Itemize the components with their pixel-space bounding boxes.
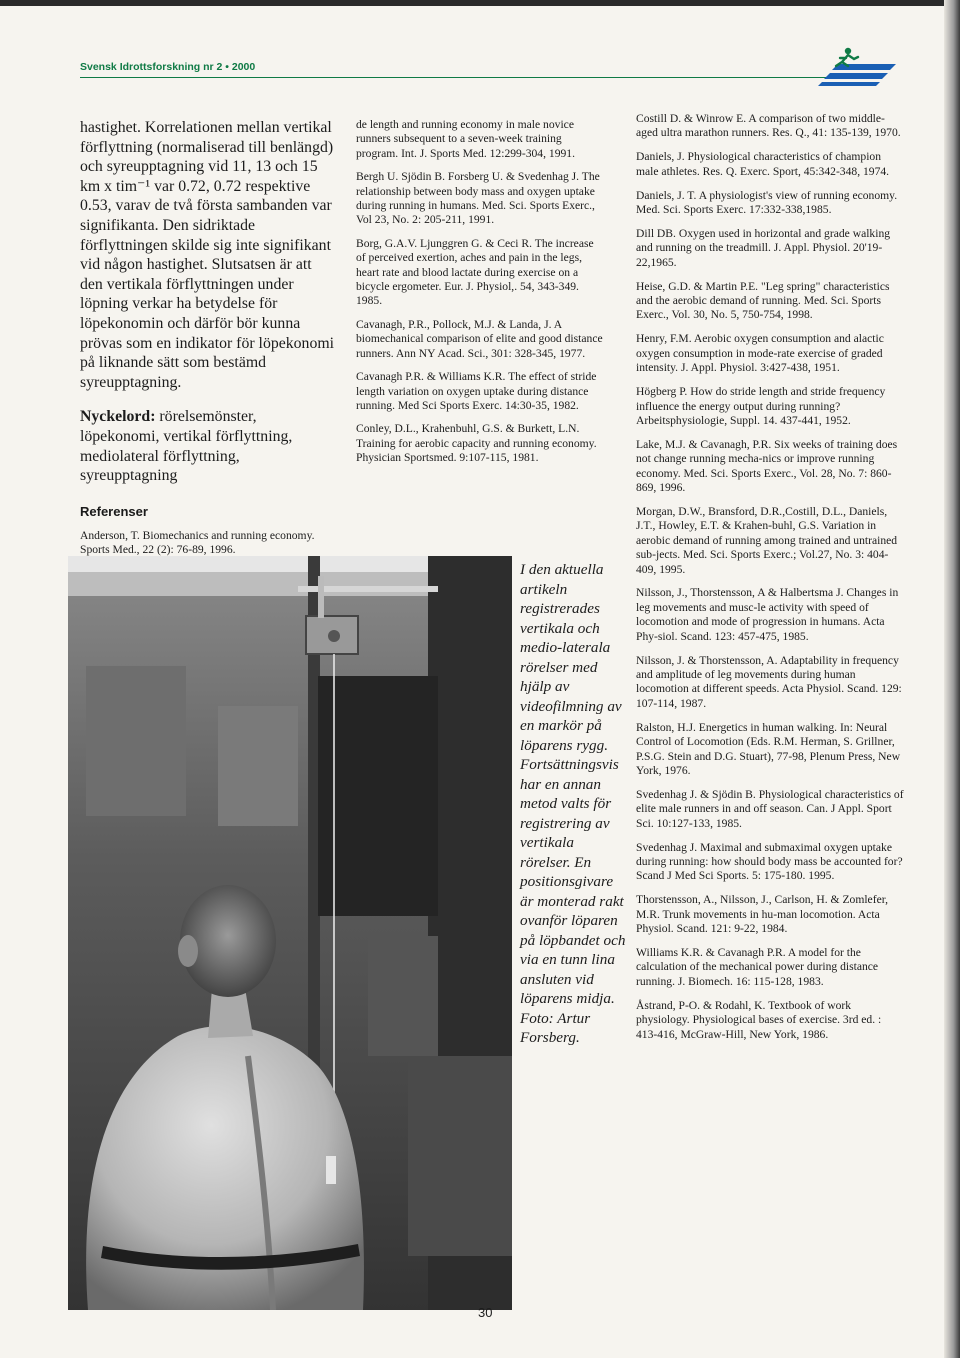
reference-item: Daniels, J. T. A physiologist's view of running economy. Med. Sci. Sports Exerc. 17:332-338,1985.	[636, 188, 898, 217]
journal-header: Svensk Idrottsforskning nr 2 • 2000	[80, 61, 256, 73]
reference-item: Svedenhag J. Maximal and submaximal oxygen uptake during running: how should body mass be accounted for? Scand J Med Sci Sports. 5: 175-180. 1995.	[636, 840, 903, 883]
reference-item: Henry, F.M. Aerobic oxygen consumption and alactic oxygen consumption in mode-rate exercise of graded intensity. J. Appl. Physiol. 3:427-438, 1951.	[636, 332, 884, 375]
keywords	[80, 407, 336, 485]
reference-item: Dill DB. Oxygen used in horizontal and grade walking and running on the treadmill. J. Appl. Physiol. 20'19-22,1965.	[636, 226, 891, 269]
reference-item: Svedenhag J. & Sjödin B. Physiological characteristics of elite male runners in and off season. Can. J Appl. Sport Sci. 10:127-133, 1985.	[636, 787, 904, 830]
scan-right-edge	[944, 0, 960, 1358]
middle-column	[356, 118, 604, 475]
reference-item: Morgan, D.W., Bransford, D.R.,Costill, D.L., Daniels, J.T., Howley, E.T. & Krahen-buhl, G.S. Variation in aerobic demand of running among trained and untrained sub-jects. Med. Sci. Sports Exerc.; Vol.27, No. 3: 404-409, 1995.	[636, 504, 898, 576]
scan-top-edge	[0, 0, 960, 6]
runner-logo-icon	[818, 46, 898, 86]
article-body-text: hastighet. Korrelationen mellan vertikal förflyttning (normaliserad till benlängd) och syreupptagning vid 11, 13 och 15 km x tim⁻¹ var 0.72, 0.72 respektive 0.53, varav de två första sambanden var signifikanta. Den sidriktade förflyttningen skilde sig inte signifikant vid någon hastighet. Slutsatsen är att den vertikala förflyttningen under löpning verkar ha betydelse för löpekonomin och därför bör kunna prövas som en indikator för löpekonomi på liknande sätt som bestämd syreupptagning.	[80, 119, 335, 391]
reference-item: Conley, D.L., Krahenbuhl, G.S. & Burkett, L.N. Training for aerobic capacity and running economy. Physician Sportsmed. 9:107-115, 1981.	[356, 422, 597, 465]
reference-item: Högberg P. How do stride length and stride frequency influence the energy output during running? Arbeitsphysiologie, Suppl. 14. 437-441, 1952.	[636, 385, 886, 427]
reference-item: Åstrand, P-O. & Rodahl, K. Textbook of work physiology. Physiological bases of exercise. 3rd ed. : 413-416, McGraw-Hill, New York, 1986.	[636, 998, 882, 1041]
reference-item: Ralston, H.J. Energetics in human walking. In: Neural Control of Locomotion (Eds. R.M. Herman, S. Grillner, P.S.G. Stein and D.G. Stuart), 77-98, Plenum Press, New York, 1976.	[636, 720, 901, 777]
reference-item: Nilsson, J. & Thorstensson, A. Adaptability in frequency and amplitude of leg movements during human locomotion at different speeds. Acta Physiol. Scand. 129: 107-114, 1987.	[636, 653, 902, 710]
left-column	[80, 118, 336, 590]
reference-item: Nilsson, J., Thorstensson, A & Halbertsma J. Changes in leg movements and musc-le activity with speed of locomotion and mode of progression in humans. Acta Phy-siol. Scand. 123: 457-475, 1985.	[636, 586, 899, 643]
right-column	[636, 112, 904, 1051]
reference-item: Bergh U. Sjödin B. Forsberg U. & Svedenhag J. The relationship between body mass and oxygen uptake during running in humans. Med. Sci. Sports Exerc., Vol 23, No. 2: 205-211, 1991.	[356, 170, 600, 227]
photo-caption: I den aktuella artikeln registrerades vertikala och medio-laterala rörelser med hjälp av videofilmning av en markör på löparens rygg. Fortsättningsvis har en annan metod valts för registrering av vertikala rörelser. En positionsgivare är monterad rakt ovanför löparen på löpbandet och via en tunn lina ansluten vid löparens midja. Foto: Artur Forsberg.	[520, 561, 626, 1046]
reference-item: Borg, G.A.V. Ljunggren G. & Ceci R. The increase of perceived exertion, aches and pain in the legs, heart rate and blood lactate during exercise on a bicycle ergometer. Eur. J. Physiol,. 54, 343-349. 1985.	[356, 236, 594, 308]
keywords-label: Nyckelord:	[80, 408, 156, 426]
reference-item: Thorstensson, A., Nilsson, J., Carlson, H. & Zomlefer, M.R. Trunk movements in hu-man locomotion. Acta Physiol. Scand. 121: 9-22, 1984.	[636, 893, 889, 936]
reference-item: Daniels, J. Physiological characteristics of champion male athletes. Res. Q. Exerc. Sport, 45:342-348, 1974.	[636, 150, 890, 178]
reference-item: Williams K.R. & Cavanagh P.R. A model for the calculation of the mechanical power during distance running. J. Biomech. 16: 115-128, 1983.	[636, 946, 879, 988]
reference-item: Cavanagh, P.R., Pollock, M.J. & Landa, J. A biomechanical comparison of elite and good distance runners. Ann NY Acad. Sci., 301: 328-345, 1977.	[356, 317, 603, 360]
reference-item: Lake, M.J. & Cavanagh, P.R. Six weeks of training does not change running mecha-nics or improve running economy. Med. Sci. Sports Exerc., Vol. 28, No. 7: 860-869, 1996.	[636, 437, 898, 495]
reference-item: Anderson, T. Biomechanics and running economy. Sports Med., 22 (2): 76-89, 1996.	[80, 528, 315, 557]
page-number: 30	[478, 1305, 493, 1320]
reference-item: Cavanagh P.R. & Williams K.R. The effect of stride length variation on oxygen uptake during distance running. Med Sci Sports Exerc. 14:30-35, 1982.	[356, 370, 597, 412]
keywords-text: rörelsemönster, löpekonomi, vertikal förflyttning, mediolateral förflyttning, syreupptagning	[80, 408, 293, 485]
references-heading: Referenser	[80, 503, 148, 519]
header-rule	[80, 77, 850, 78]
reference-item: Heise, G.D. & Martin P.E. "Leg spring" characteristics and the aerobic demand of running. Med. Sci. Sports Exerc., Vol. 30, No. 5, 750-754, 1998.	[636, 279, 890, 322]
runner-photo	[68, 556, 512, 1310]
reference-item: Costill D. & Winrow E. A comparison of two middle-aged ultra marathon runners. Res. Q., 41: 135-139, 1970.	[636, 112, 901, 140]
reference-item: de length and running economy in male novice runners subsequent to a seven-week training program. Int. J. Sports Med. 12:299-304, 1991.	[356, 118, 575, 160]
